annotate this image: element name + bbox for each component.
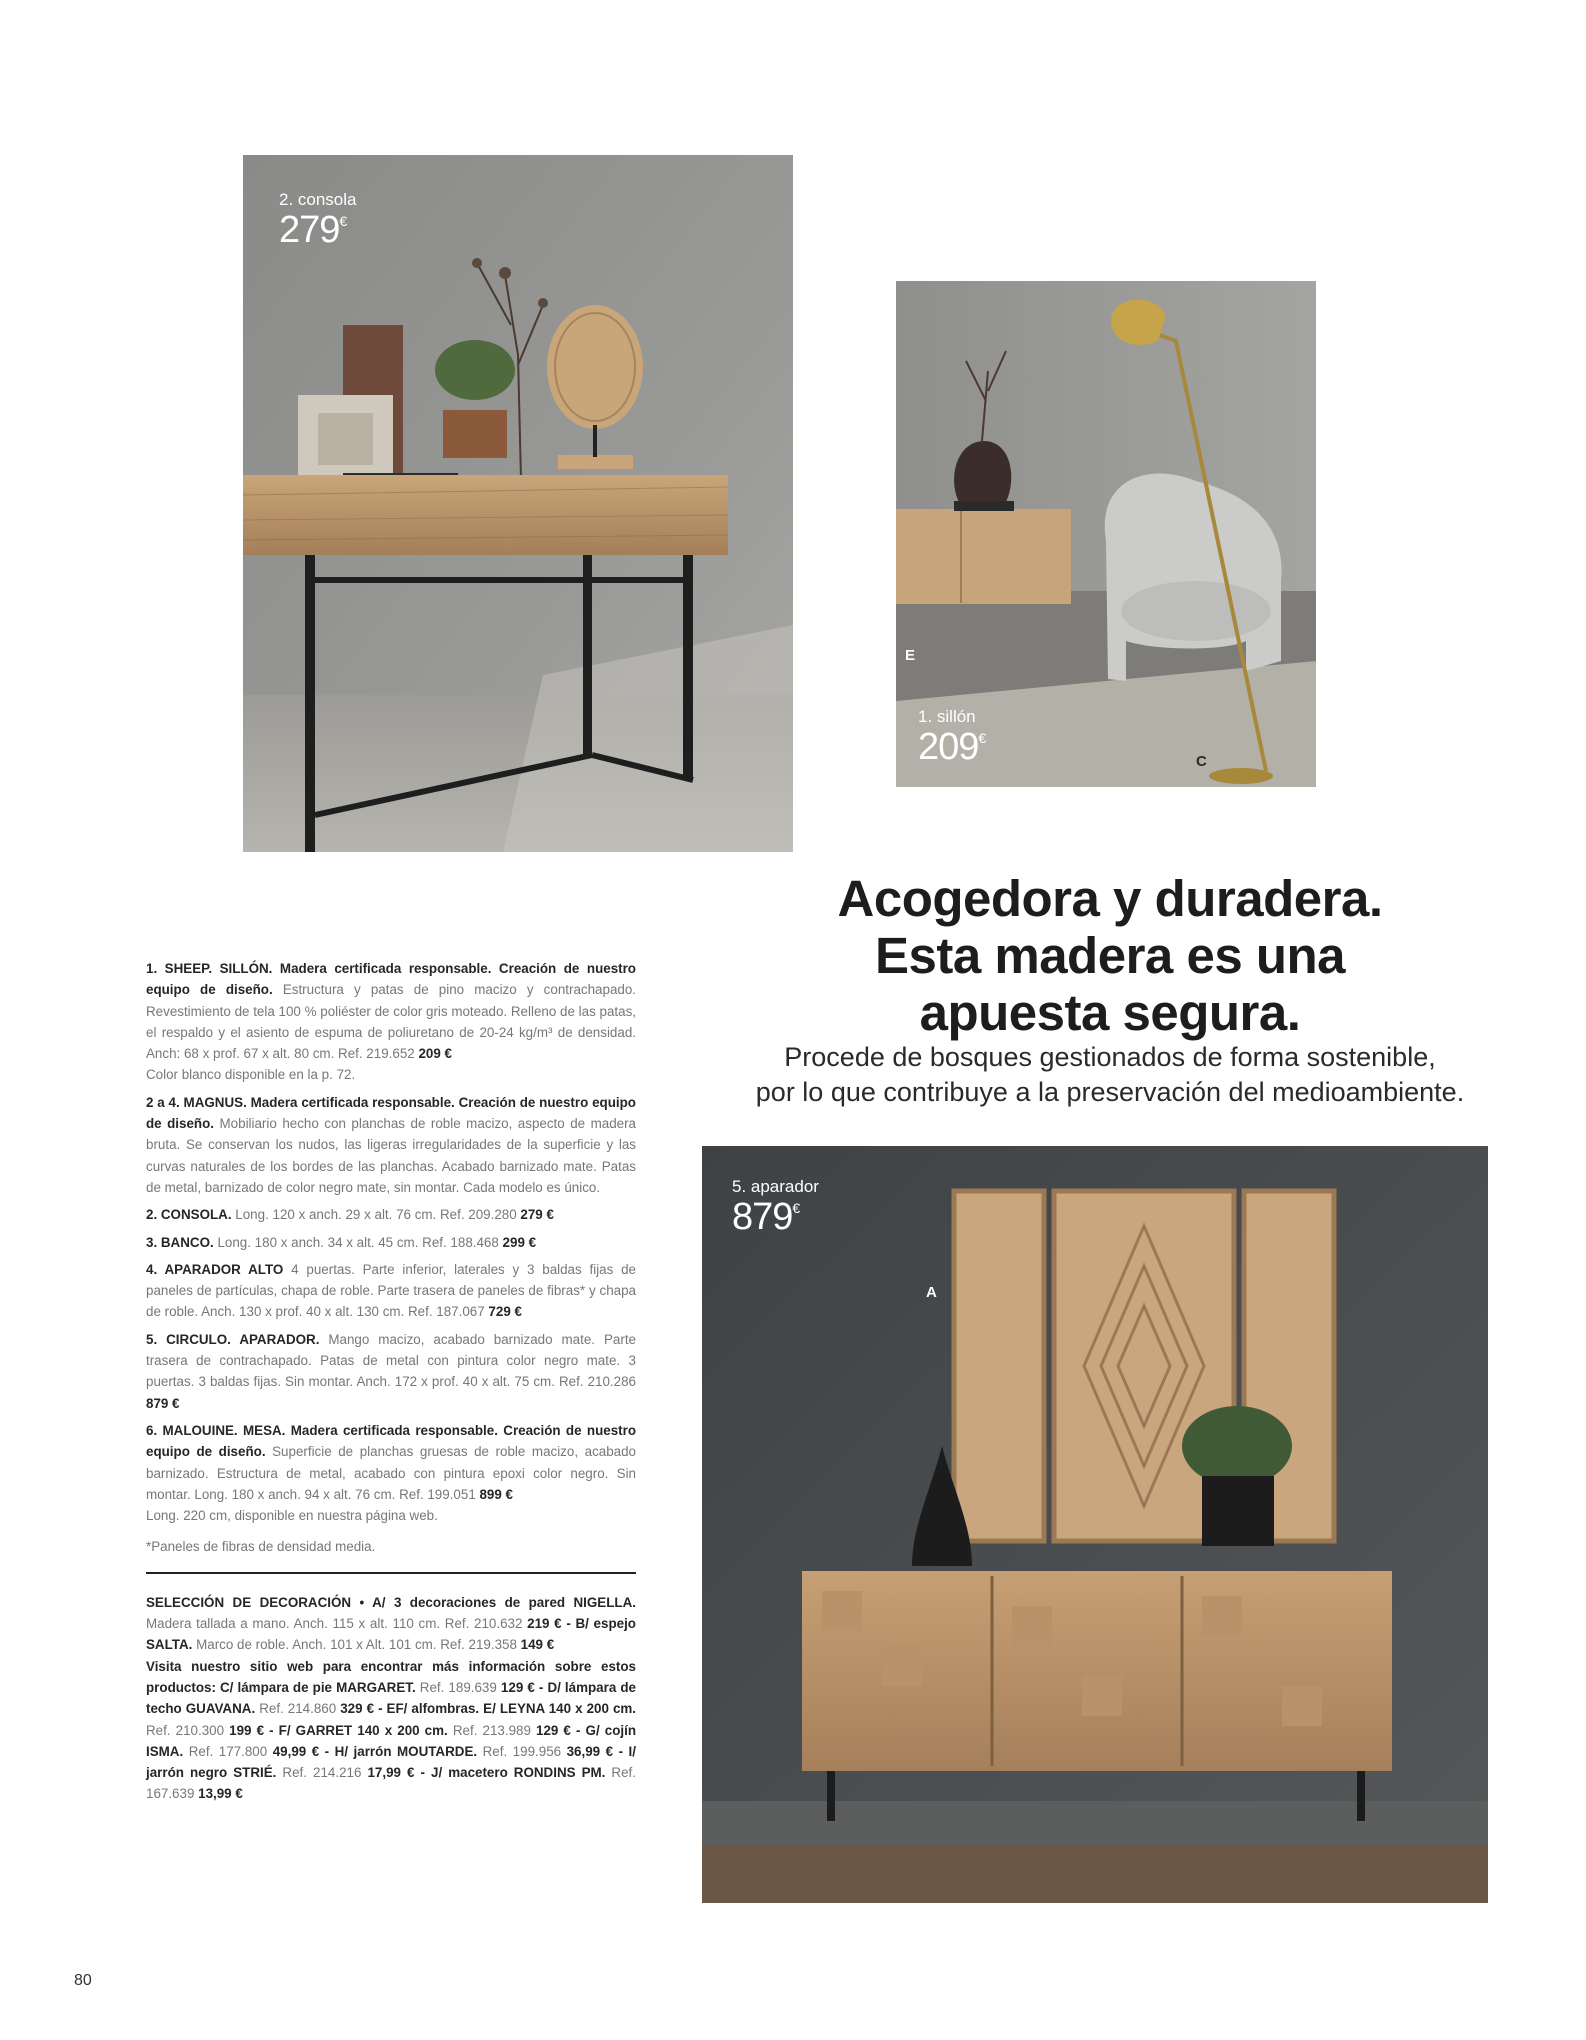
product-1: 1. SHEEP. SILLÓN. Madera certificada responsable. Creación de nuestro equipo de diseño. Estructura y patas de pino macizo y contrachapado. Revestimiento de tela 100 % poliéster de color gris moteado. Relleno de las patas, el respaldo y el asiento de espuma de poliuretano de 20-24 kg/m³ de densidad. Anch: 68 x prof. 67 x alt. 80 cm. Ref. 219.652 209 € Color blanco disponible en la p. 72. — [146, 961, 636, 1083]
sideboard-currency: € — [792, 1200, 801, 1216]
marker-c: C — [1196, 753, 1207, 770]
armchair-currency: € — [978, 730, 987, 746]
sideboard-photo — [702, 1146, 1488, 1903]
console-currency: € — [339, 213, 348, 229]
console-photo — [243, 155, 793, 852]
headline-line-2: Esta madera es una — [874, 927, 1346, 984]
headline — [740, 870, 1480, 1041]
product-3: 3. BANCO. Long. 180 x anch. 34 x alt. 45 cm. Ref. 188.468 299 € — [146, 1234, 537, 1250]
subheadline-line-2: por lo que contribuye a la preservación del medioambiente. — [755, 1077, 1465, 1107]
sideboard-price: 879 — [732, 1196, 793, 1238]
product-2: 2. CONSOLA. Long. 120 x anch. 29 x alt. 76 cm. Ref. 209.280 279 € — [146, 1207, 554, 1223]
product-descriptions — [146, 958, 636, 1811]
console-price-tag — [279, 191, 357, 249]
sideboard-price-tag — [732, 1178, 819, 1236]
subheadline — [740, 1040, 1480, 1110]
console-price: 279 — [279, 209, 340, 251]
headline-line-1: Acogedora y duradera. — [837, 870, 1383, 927]
marker-e: E — [905, 647, 916, 664]
console-label: 2. consola — [279, 190, 357, 209]
armchair-price: 209 — [918, 726, 979, 768]
footnote: *Paneles de fibras de densidad media. — [146, 1539, 376, 1555]
product-5: 5. CIRCULO. APARADOR. Mango macizo, acabado barnizado mate. Parte trasera de contrachapado. Patas de metal con pintura color negro mate. 3 puertas. 3 baldas fijas. Sin montar. Anch. 172 x prof. 40 x alt. 75 cm. Ref. 210.286 879 € — [146, 1331, 636, 1411]
product-2-4: 2 a 4. MAGNUS. Madera certificada responsable. Creación de nuestro equipo de diseño. Mobiliario hecho con planchas de roble macizo, aspecto de madera bruta. Se conservan los nudos, las ligeras irregularidades de la superficie y las curvas naturales de los bordes de las planchas. Acabado barnizado mate. Patas de metal, barnizado de color negro mate, sin montar. Cada modelo es único. — [146, 1094, 636, 1195]
armchair-price-tag — [918, 708, 986, 766]
section-divider — [146, 1572, 636, 1574]
sideboard-label: 5. aparador — [732, 1177, 819, 1196]
product-6: 6. MALOUINE. MESA. Madera certificada responsable. Creación de nuestro equipo de diseño. Superficie de planchas gruesas de roble macizo, acabado barnizado. Estructura de metal, acabado con pintura epoxi color negro. Sin montar. Long. 180 x anch. 94 x alt. 76 cm. Ref. 199.051 899 € Long. 220 cm, disponible en nuestra página web. — [146, 1422, 636, 1524]
decoration-selection: SELECCIÓN DE DECORACIÓN • A/ 3 decoraciones de pared NIGELLA. Madera tallada a mano. Anch. 115 x alt. 110 cm. Ref. 210.632 219 € - B/ espejo SALTA. Marco de roble. Anch. 101 x Alt. 101 cm. Ref. 219.358 149 € Visita nuestro sitio web para encontrar más información sobre estos productos: C/ lámpara de pie MARGARET. Ref. 189.639 129 € - D/ lámpara de techo GUAVANA. Ref. 214.860 329 € - EF/ alfombras. E/ LEYNA 140 x 200 cm. Ref. 210.300 199 € - F/ GARRET 140 x 200 cm. Ref. 213.989 129 € - G/ cojín ISMA. Ref. 177.800 49,99 € - H/ jarrón MOUTARDE. Ref. 199.956 36,99 € - I/ jarrón negro STRIÉ. Ref. 214.216 17,99 € - J/ macetero RONDINS PM. Ref. 167.639 13,99 € — [146, 1594, 637, 1802]
armchair-photo — [896, 281, 1316, 787]
subheadline-line-1: Procede de bosques gestionados de forma sostenible, — [784, 1042, 1436, 1072]
product-4: 4. APARADOR ALTO 4 puertas. Parte inferior, laterales y 3 baldas fijas de paneles de partículas, chapa de roble. Parte trasera de paneles de fibras* y chapa de roble. Anch. 130 x prof. 40 x alt. 130 cm. Ref. 187.067 729 € — [146, 1261, 637, 1320]
page-number: 80 — [74, 1972, 92, 1989]
marker-a: A — [926, 1284, 937, 1301]
armchair-label: 1. sillón — [918, 707, 976, 726]
headline-line-3: apuesta segura. — [919, 984, 1301, 1041]
